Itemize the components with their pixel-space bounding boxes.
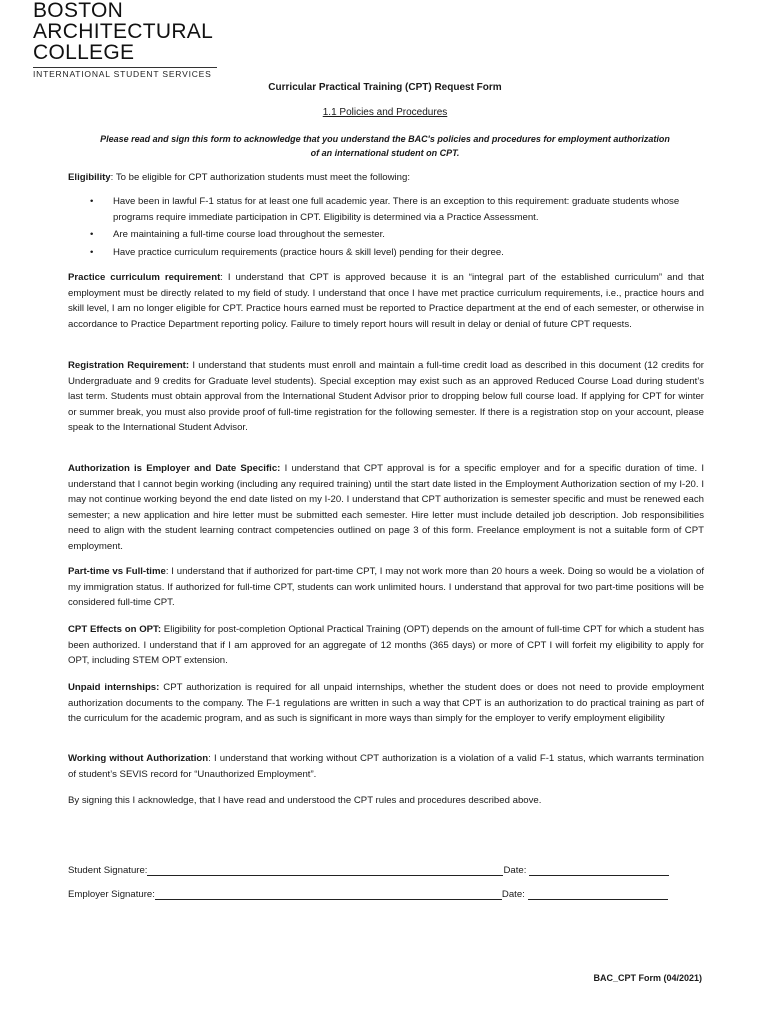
section-heading xyxy=(0,107,770,118)
working-paragraph xyxy=(68,751,704,782)
logo-line-3: COLLEGE xyxy=(33,41,135,64)
eligibility-text: : To be eligible for CPT authorization students must meet the following: xyxy=(110,172,411,183)
parttime-label: Part-time vs Full-time xyxy=(68,566,166,577)
authorization-label: Authorization is Employer and Date Specific: xyxy=(68,463,281,474)
practice-paragraph xyxy=(68,270,704,332)
eligibility-list xyxy=(90,194,700,262)
opt-label: CPT Effects on OPT: xyxy=(68,624,162,635)
working-label: Working without Authorization xyxy=(68,753,209,764)
student-date-label: Date: xyxy=(503,865,527,876)
practice-label: Practice curriculum requirement xyxy=(68,272,221,283)
section-heading-text: 1.1 Policies and Procedures xyxy=(322,107,448,118)
eligibility-label: Eligibility xyxy=(68,172,111,183)
parttime-text: : I understand that if authorized for part-time CPT, I may not work more than 20 hours a week. Doing so would be a violation of my immigration status. If authorized for full-time CPT, students can work unlimited hours. I understand that approval for two part-time positions will be considered full-time CPT. xyxy=(68,566,704,609)
acknowledgement-text: By signing this I acknowledge, that I have read and understood the CPT rules and procedures described above. xyxy=(68,795,542,806)
form-version-footer: BAC_CPT Form (04/2021) xyxy=(593,973,702,983)
practice-text: : I understand that CPT is approved because it is an “integral part of the established curriculum” and that employment must be directly related to my field of study. I understand that once I have met practice curriculum requirements, i.e., practice hours and skill level, I am no longer eligible for CPT. Practice hours earned must be reported to Practice department at the end of each semester, or otherwise in accordance to Practice Department reporting policy. Failure to timely report hours will result in delay or denial of future CPT requests. xyxy=(68,272,704,330)
employer-date-label: Date: xyxy=(501,889,525,900)
college-logo xyxy=(33,0,217,79)
opt-text: Eligibility for post-completion Optional Practical Training (OPT) depends on the amount of full-time CPT for which a student has been authorized. I understand that if I am approved for an aggregate of 12 months (365 days) or more of CPT I will forfeit my eligibility to apply for OPT, including STEM OPT extension. xyxy=(68,624,704,667)
student-signature-label: Student Signature: xyxy=(68,865,148,876)
unpaid-label: Unpaid internships: xyxy=(68,682,160,693)
list-item: • Have been in lawful F-1 status for at least one full academic year. There is an exception to this requirement: graduate students whose programs require immediate participation in CPT. Eligibility is determined via a Practice Assessment. xyxy=(90,194,700,225)
intro-instructions: Please read and sign this form to acknowledge that you understand the BAC's policies and procedures for employment authorization of an international student on CPT. xyxy=(100,134,670,158)
opt-paragraph xyxy=(68,622,704,669)
unpaid-text: CPT authorization is required for all unpaid internships, whether the student does or does not need to provide employment authorization documents to the company. The F-1 regulations are written in such a way that CPT is an authorization to do practical training as part of the curriculum for the academic program, and as such is significant in more ways than simply for the employer to verify employment eligibility xyxy=(68,682,705,725)
registration-paragraph xyxy=(68,358,704,436)
authorization-text: I understand that CPT approval is for a specific employer and for a specific duration of time. I understand that I cannot begin working (including any required training) until the start date listed in the Employment Authorization section of my I-20. I may not continue working beyond the end date listed on my I-20. I understand that CPT authorization is semester specific and must be renewed each semester; a new application and hire letter must be submitted each semester. Hire letter must include detailed job description. Job responsibilities need to align with the student learning contract competencies outlined on page 3 of this form. Freelance employment is not a suitable form of CPT employment. xyxy=(68,463,705,552)
student-signature-field[interactable] xyxy=(147,864,503,876)
employer-signature-row xyxy=(68,888,668,900)
authorization-paragraph xyxy=(68,461,704,555)
logo-divider xyxy=(33,67,217,68)
working-text: : I understand that working without CPT authorization is a violation of a valid F-1 status, which warrants termination of student’s SEVIS record for “Unauthorized Employment”. xyxy=(68,753,704,780)
form-title: Curricular Practical Training (CPT) Request Form xyxy=(268,82,502,93)
registration-text: I understand that students must enroll and maintain a full-time credit load as described in this document (12 credits for Undergraduate and 9 credits for Graduate level students). Special exception may exist such as an approved Reduced Course Load during student’s last term. Students must obtain approval from the International Student Advisor prior to dropping below full course load. If applying for CPT for winter or summer break, you must also provide proof of full-time registration for the following semester. If there is a registration stop on your account, please speak to the International Student Advisor. xyxy=(68,360,704,434)
list-item: • Have practice curriculum requirements (practice hours & skill level) pending for their degree. xyxy=(90,245,700,261)
logo-subtitle: INTERNATIONAL STUDENT SERVICES xyxy=(33,69,212,79)
registration-label: Registration Requirement: xyxy=(68,360,190,371)
employer-signature-label: Employer Signature: xyxy=(68,889,155,900)
logo-line-1: BOSTON xyxy=(33,0,124,22)
unpaid-paragraph xyxy=(68,680,704,727)
employer-date-field[interactable] xyxy=(528,888,668,900)
parttime-paragraph xyxy=(68,564,704,611)
student-date-field[interactable] xyxy=(529,864,669,876)
eligibility-paragraph xyxy=(68,170,704,186)
list-item: • Are maintaining a full-time course load throughout the semester. xyxy=(90,227,700,243)
logo-line-2: ARCHITECTURAL xyxy=(33,20,214,43)
student-signature-row xyxy=(68,864,669,876)
employer-signature-field[interactable] xyxy=(155,888,502,900)
